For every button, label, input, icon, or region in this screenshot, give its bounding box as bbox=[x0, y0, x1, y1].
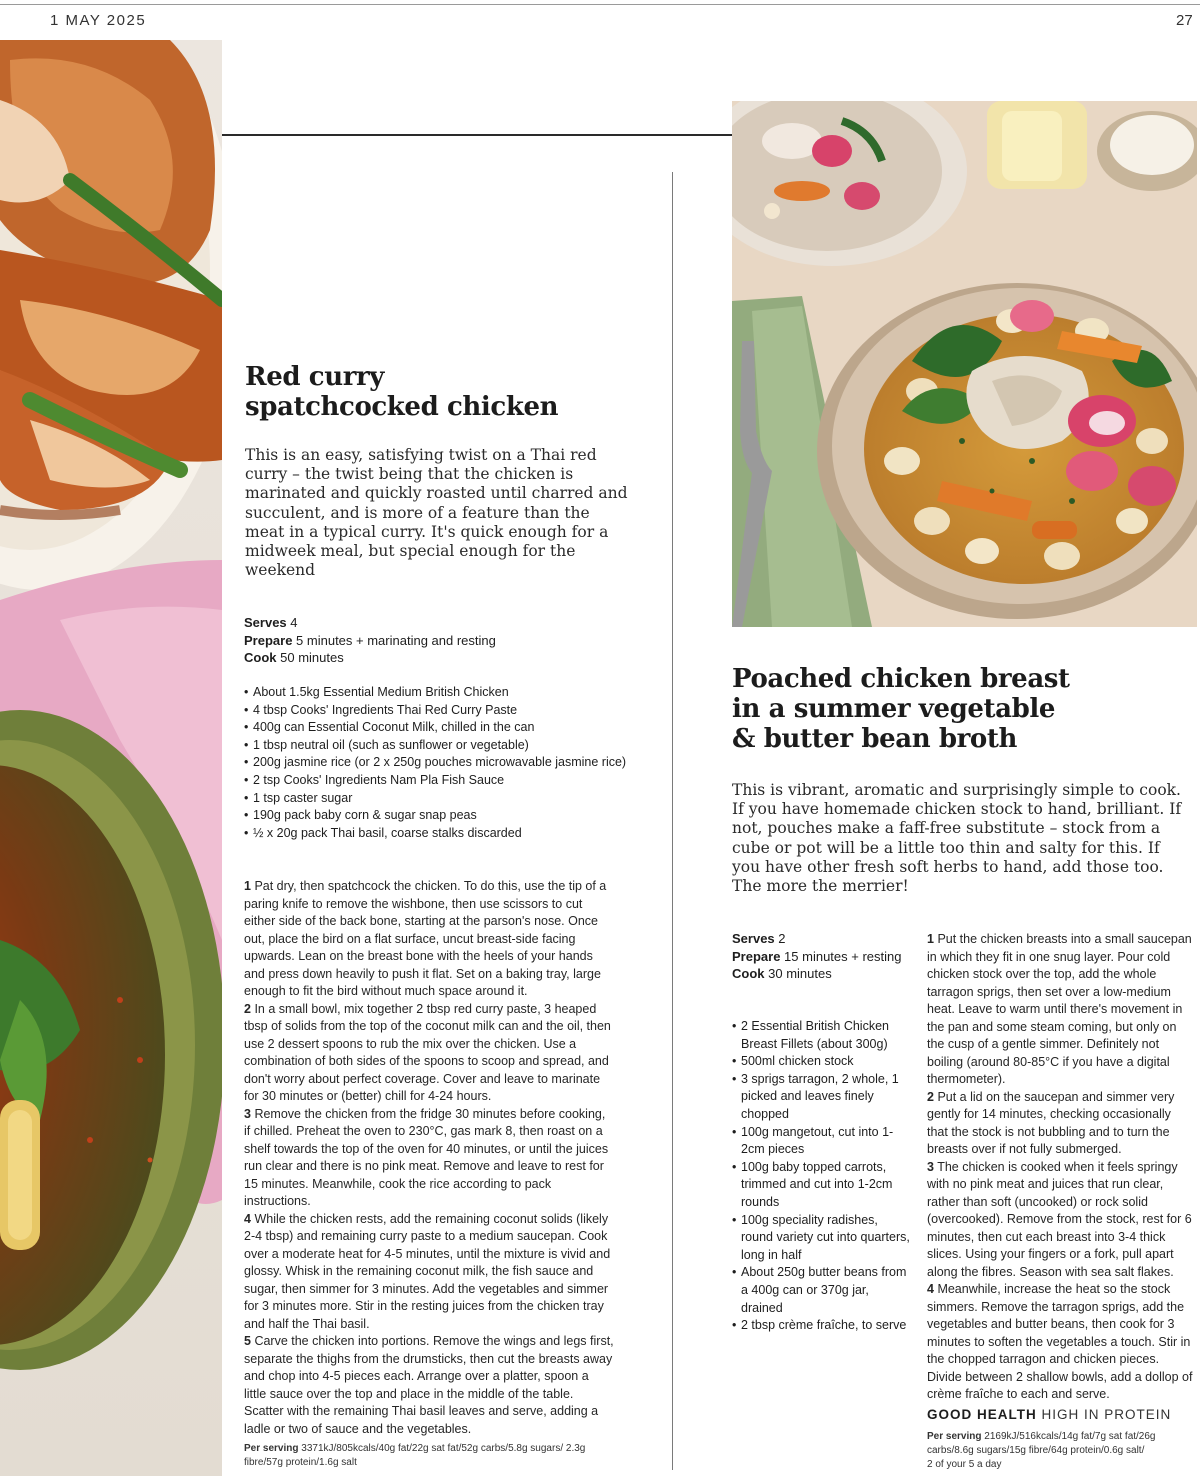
recipe2-serves: Serves 2 bbox=[732, 931, 786, 946]
recipe1-title bbox=[245, 362, 665, 422]
recipe1-intro: This is an easy, satisfying twist on a Thai red curry – the twist being that the chicken is marinated and quickly roasted until charred and succulent, and is more of a feature than the meat in a typical curry. It's quick enough for a midweek meal, but special enough for the weekend bbox=[245, 446, 628, 580]
ingredient-item: • 4 tbsp Cooks' Ingredients Thai Red Curry Paste bbox=[244, 702, 644, 720]
ingredient-item: • 3 sprigs tarragon, 2 whole, 1 picked and leaves finely chopped bbox=[732, 1071, 912, 1124]
ingredient-item: • 1 tsp caster sugar bbox=[244, 790, 644, 808]
ingredient-item: • 500ml chicken stock bbox=[732, 1053, 912, 1071]
recipe1-cook: Cook 50 minutes bbox=[244, 650, 344, 665]
ingredient-item: • 400g can Essential Coconut Milk, chilled in the can bbox=[244, 719, 644, 737]
method-step: 2 Put a lid on the saucepan and simmer very gently for 14 minutes, checking occasionally that the stock is not bubbling and to turn the breasts over if not fully submerged. bbox=[927, 1089, 1175, 1156]
recipe2-prepare: Prepare 15 minutes + resting bbox=[732, 948, 902, 964]
poached-chicken-broth-photo bbox=[732, 101, 1197, 627]
section-divider-horizontal bbox=[222, 134, 732, 136]
recipe1-ingredients bbox=[244, 684, 644, 842]
recipe2-timings bbox=[732, 930, 912, 983]
ingredient-item: • 190g pack baby corn & sugar snap peas bbox=[244, 807, 644, 825]
page-number: 27 bbox=[1176, 12, 1193, 29]
recipe2-title-line2: in a summer vegetable bbox=[732, 694, 1056, 724]
method-step: 4 While the chicken rests, add the remaining coconut solids (likely 2-4 tbsp) and remaining curry paste to a medium saucepan. Cook over a moderate heat for 4-5 minutes, until the mixture is vivid and glossy. Whisk in the remaining coconut milk, the fish sauce and sugar, then simmer for 3 minutes. Add the vegetables and simmer for 3 minutes more. Stir in the resting juices from the chicken tray and half the Thai basil. bbox=[244, 1211, 611, 1331]
method-step: 4 Meanwhile, increase the heat so the stock simmers. Remove the tarragon sprigs, add the vegetables and butter beans, then cook for 3 minutes to soften the vegetables a touch. Stir in the chopped tarragon and chicken pieces. Divide between 2 shallow bowls, add a dollop of crème fraîche to each and serve. bbox=[927, 1282, 1193, 1401]
ingredient-item: • 100g baby topped carrots, trimmed and cut into 1-2cm rounds bbox=[732, 1159, 912, 1212]
ingredient-item: • 2 Essential British Chicken Breast Fillets (about 300g) bbox=[732, 1018, 912, 1053]
recipe1-nutrition: Per serving 3371kJ/805kcals/40g fat/22g sat fat/52g carbs/5.8g sugars/ 2.3g fibre/57g protein/1.6g salt bbox=[244, 1443, 586, 1468]
good-health-badge bbox=[927, 1407, 1197, 1422]
five-a-day: 2 of your 5 a day bbox=[927, 1459, 1002, 1470]
recipe2-ingredients bbox=[732, 1018, 912, 1335]
recipe1-method bbox=[244, 878, 614, 1438]
ingredient-item: • About 250g butter beans from a 400g can or 370g jar, drained bbox=[732, 1264, 912, 1317]
ingredient-item: • 1 tbsp neutral oil (such as sunflower or vegetable) bbox=[244, 737, 644, 755]
good-health-label: GOOD HEALTH bbox=[927, 1407, 1037, 1422]
good-health-value: HIGH IN PROTEIN bbox=[1041, 1407, 1172, 1422]
ingredient-item: • 100g mangetout, cut into 1-2cm pieces bbox=[732, 1124, 912, 1159]
ingredient-item: • ½ x 20g pack Thai basil, coarse stalks discarded bbox=[244, 825, 644, 843]
ingredient-item: • 100g speciality radishes, round variety cut into quarters, long in half bbox=[732, 1212, 912, 1265]
recipe1-timings bbox=[244, 614, 644, 667]
recipe2-title-line1: Poached chicken breast bbox=[732, 664, 1070, 694]
method-step: 2 In a small bowl, mix together 2 tbsp red curry paste, 3 heaped tbsp of solids from the top of the coconut milk can and the oil, then use 2 dessert spoons to rub the mix over the chicken. Use a combination of both sides of the spoons to scoop and spread, and don't worry about perfect coverage. Cover and leave to marinate for 30 minutes or (better) chill for 4-24 hours. bbox=[244, 1001, 611, 1103]
recipe2-method bbox=[927, 931, 1194, 1404]
ingredient-item: • About 1.5kg Essential Medium British Chicken bbox=[244, 684, 644, 702]
recipe1-prepare: Prepare 5 minutes + marinating and resting bbox=[244, 632, 496, 648]
recipe2-intro: This is vibrant, aromatic and surprisingly simple to cook. If you have homemade chicken stock to hand, brilliant. If not, pouches make a faff-free substitute – stock from a cube or pot will be a little too thin and salty for this. If you have other fresh soft herbs to hand, add those too. The more the merrier! bbox=[732, 781, 1182, 896]
method-step: 3 Remove the chicken from the fridge 30 minutes before cooking, if chilled. Preheat the oven to 230°C, gas mark 8, then roast on a shelf towards the top of the oven for 40 minutes, or until the juices run clear and there is no pink meat. Remove and leave to rest for 15 minutes. Meanwhile, cook the rice according to pack instructions. bbox=[244, 1106, 609, 1208]
top-rule bbox=[0, 4, 1200, 5]
recipe2-cook: Cook 30 minutes bbox=[732, 966, 832, 981]
column-divider bbox=[672, 172, 673, 1470]
ingredient-item: • 2 tsp Cooks' Ingredients Nam Pla Fish Sauce bbox=[244, 772, 644, 790]
recipe1-serves: Serves 4 bbox=[244, 615, 298, 630]
recipe1-title-line1: Red curry bbox=[245, 362, 385, 392]
issue-date: 1 MAY 2025 bbox=[50, 12, 147, 29]
recipe1-title-line2: spatchcocked chicken bbox=[245, 392, 559, 422]
method-step: 3 The chicken is cooked when it feels springy with no pink meat and juices that run clear, rather than soft (uncooked) or rock solid (overcooked). Remove from the stock, rest for 6 minutes, then cut each breast into 3-4 thick slices. Using your fingers or a fork, pull apart along the fibres. Season with sea salt flakes. bbox=[927, 1159, 1192, 1279]
method-step: 1 Pat dry, then spatchcock the chicken. To do this, use the tip of a paring knife to remove the wishbone, then use scissors to cut either side of the back bone, starting at the parson's nose. Once out, place the bird on a flat surface, uncut breast-side facing upwards. Lean on the breast bone with the heels of your hands and press down heavily to push it flat. Set on a baking tray, large enough to fit the bird without much space around it. bbox=[244, 879, 607, 998]
recipe2-title-line3: & butter bean broth bbox=[732, 724, 1017, 754]
method-step: 5 Carve the chicken into portions. Remove the wings and legs first, separate the thighs from the drumsticks, then cut the breasts away and chop into 4-5 pieces each. Arrange over a platter, spoon a little sauce over the top and place in the middle of the table. Scatter with the remaining Thai basil leaves and serve, adding a ladle or two of sauce and the vegetables. bbox=[244, 1334, 614, 1436]
ingredient-item: • 2 tbsp crème fraîche, to serve bbox=[732, 1317, 912, 1335]
ingredient-item: • 200g jasmine rice (or 2 x 250g pouches microwavable jasmine rice) bbox=[244, 754, 644, 772]
red-curry-chicken-photo bbox=[0, 40, 222, 1476]
method-step: 1 Put the chicken breasts into a small saucepan in which they fit in one snug layer. Pour cold chicken stock over the top, add the whole tarragon sprigs, then set over a low-medium heat. Leave to warm until there's movement in the pan and some steam coming, but only on the cusp of a gentle simmer. Definitely not boiling (around 80-85°C if you have a digital thermometer). bbox=[927, 932, 1192, 1086]
recipe2-title bbox=[732, 664, 1192, 754]
recipe2-nutrition: Per serving 2169kJ/516kcals/14g fat/7g sat fat/26g carbs/8.6g sugars/15g fibre/64g protein/0.6g salt/ 2 of your 5 a day bbox=[927, 1431, 1156, 1470]
